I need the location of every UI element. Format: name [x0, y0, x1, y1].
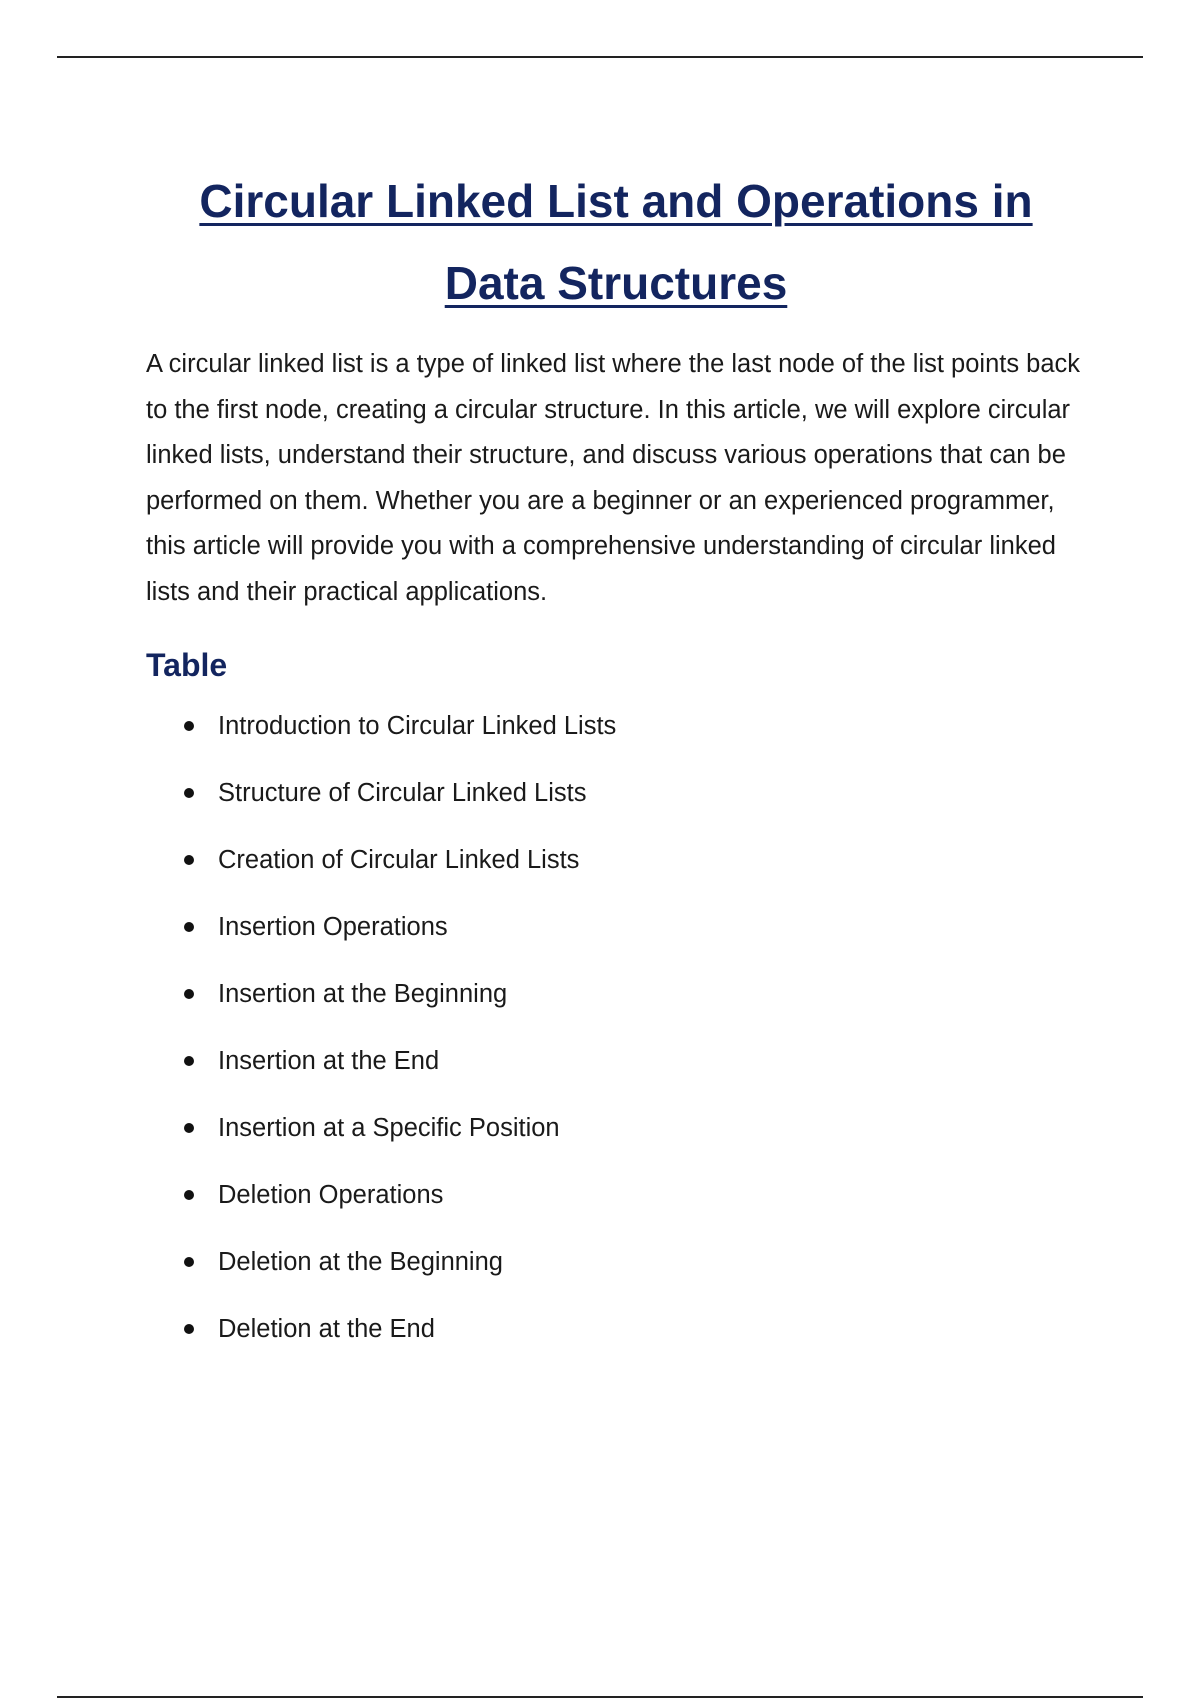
list-item [146, 843, 1086, 877]
section-heading-table: Table [146, 647, 228, 683]
list-item [146, 977, 1086, 1011]
list-item [146, 910, 1086, 944]
bullet-icon [184, 1056, 194, 1066]
bullet-icon [184, 989, 194, 999]
bullet-icon [184, 788, 194, 798]
table-of-contents [146, 709, 1086, 1346]
list-item [146, 709, 1086, 743]
list-item-label: Insertion at the Beginning [218, 980, 508, 1008]
bullet-icon [184, 855, 194, 865]
bullet-icon [184, 1324, 194, 1334]
bullet-icon [184, 1257, 194, 1267]
list-item [146, 1178, 1086, 1212]
page-title [146, 160, 1086, 324]
list-item-label: Introduction to Circular Linked Lists [218, 712, 617, 740]
list-item-label: Insertion at a Specific Position [218, 1114, 560, 1142]
list-item [146, 1312, 1086, 1346]
title-line-1: Circular Linked List and Operations in [199, 175, 1033, 227]
list-item-label: Insertion at the End [218, 1047, 440, 1075]
list-item [146, 1044, 1086, 1078]
bullet-icon [184, 1190, 194, 1200]
intro-paragraph: A circular linked list is a type of linked list where the last node of the list points back to the first node, creating a circular structure. In this article, we will explore circular linked lists, understand their structure, and discuss various operations that can be performed on them. Whether you are a beginner or an experienced programmer, this article will provide you with a comprehensive understanding of circular linked lists and their practical applications. [146, 350, 1081, 606]
list-item [146, 1245, 1086, 1279]
list-item-label: Insertion Operations [218, 913, 448, 941]
title-line-2: Data Structures [444, 257, 788, 309]
list-item-label: Creation of Circular Linked Lists [218, 846, 580, 874]
bottom-rule [57, 1696, 1143, 1698]
top-rule [57, 56, 1143, 58]
list-item-label: Deletion Operations [218, 1181, 444, 1209]
list-item-label: Deletion at the Beginning [218, 1248, 503, 1276]
list-item-label: Deletion at the End [218, 1315, 435, 1343]
document-body [146, 160, 1086, 1379]
bullet-icon [184, 1123, 194, 1133]
list-item [146, 1111, 1086, 1145]
list-item-label: Structure of Circular Linked Lists [218, 779, 587, 807]
bullet-icon [184, 922, 194, 932]
list-item [146, 776, 1086, 810]
bullet-icon [184, 721, 194, 731]
